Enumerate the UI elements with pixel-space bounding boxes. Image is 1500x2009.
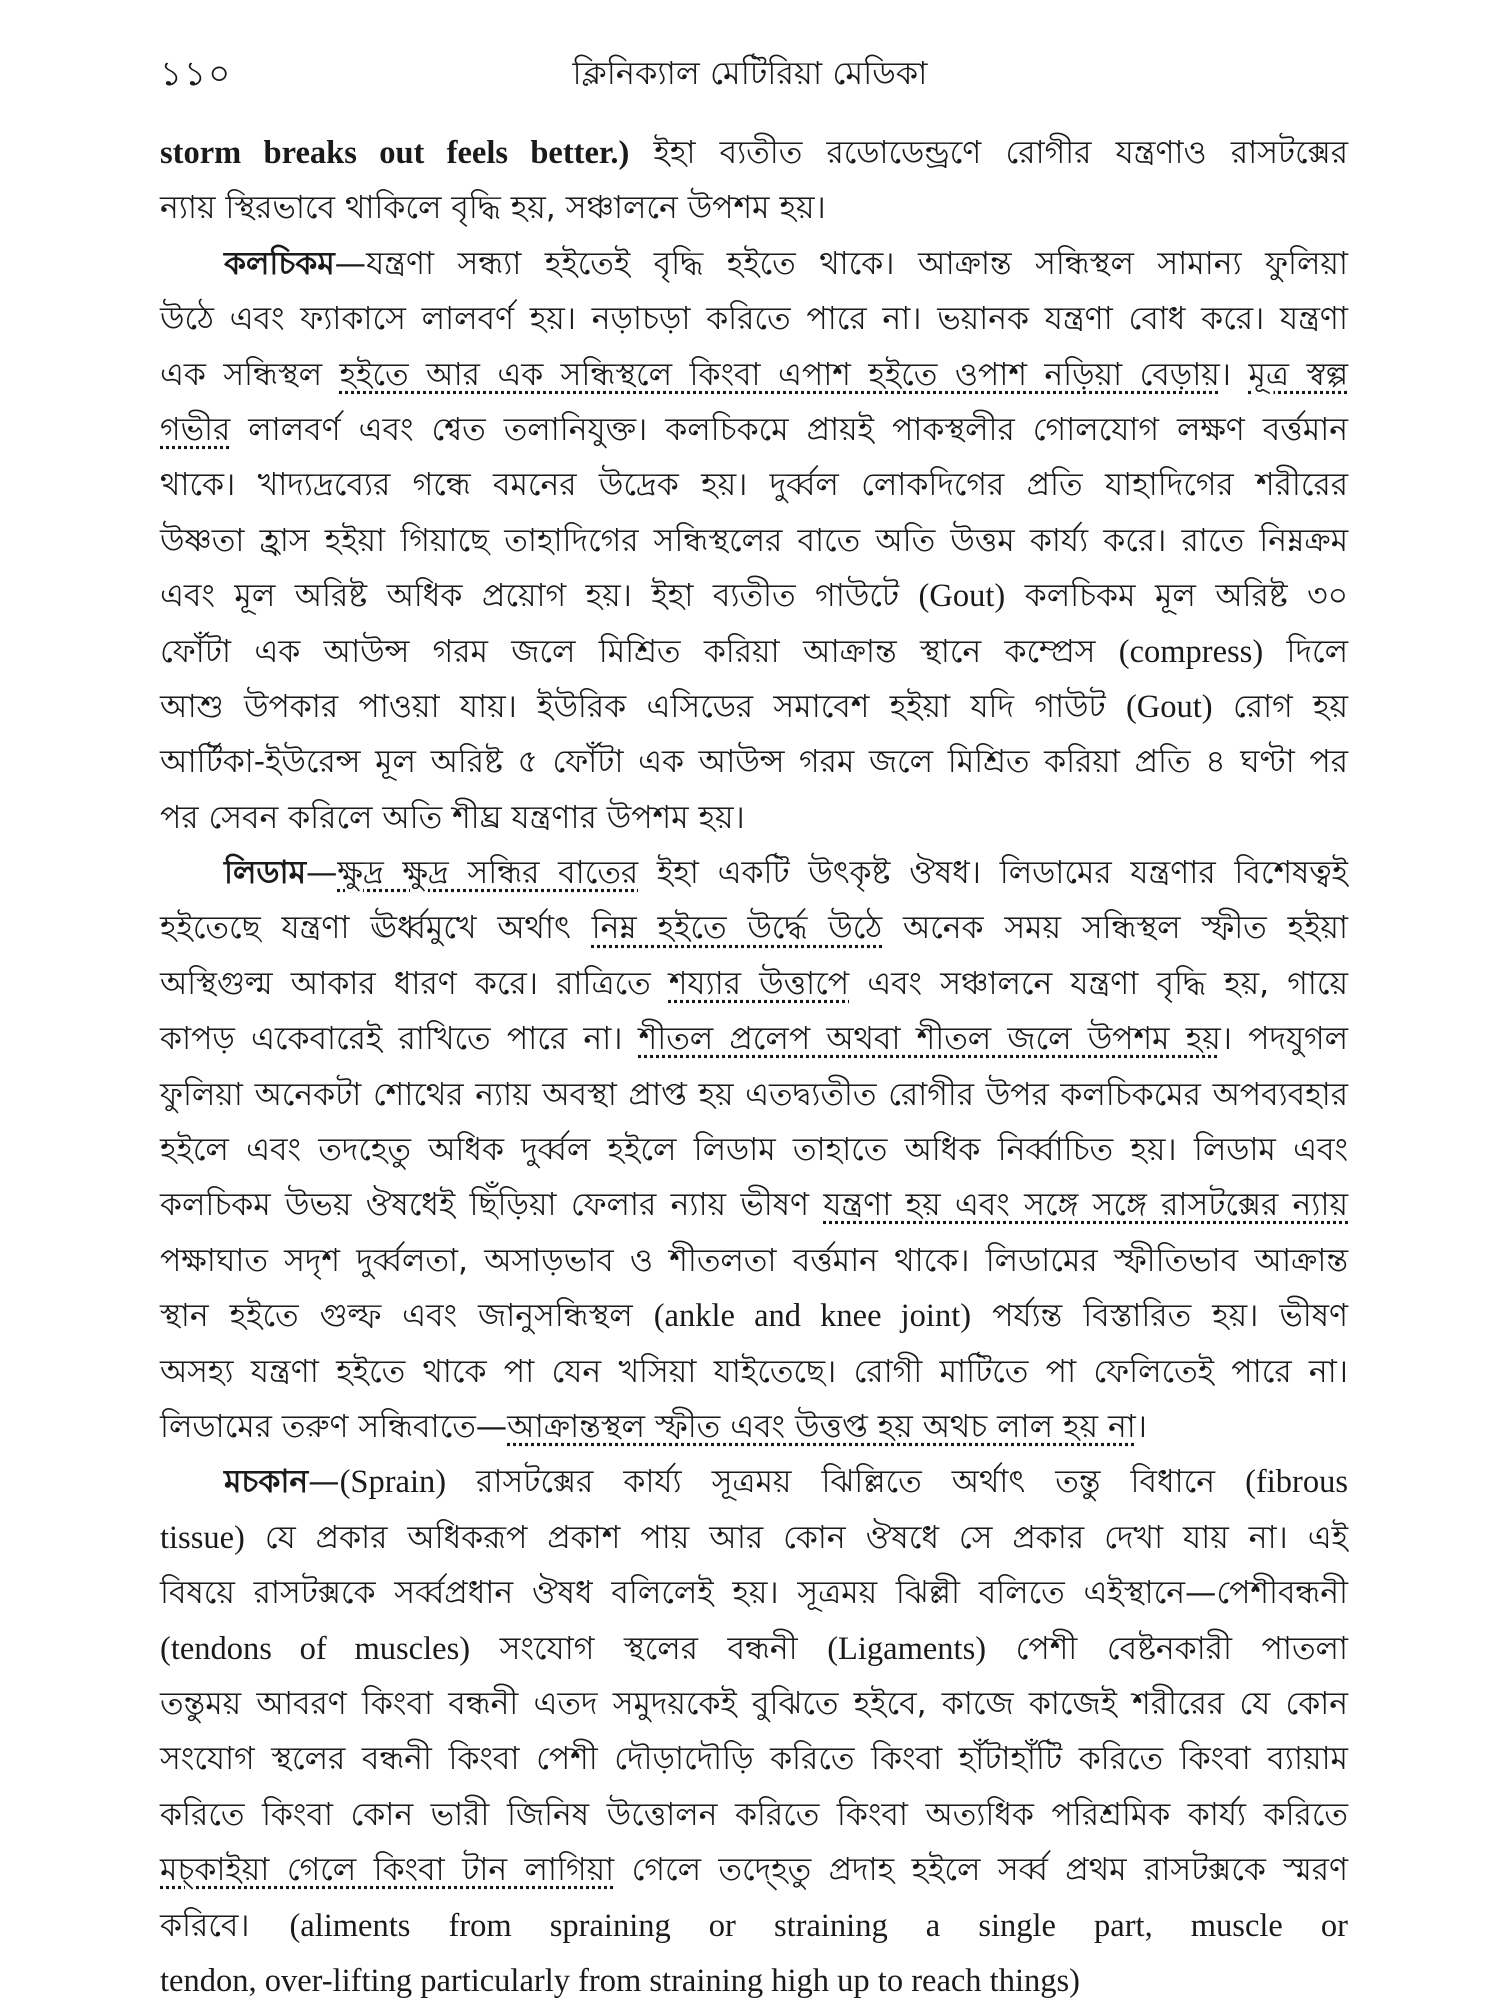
text-line (160, 1843, 1348, 1898)
text-run: — (306, 855, 338, 892)
remedy-heading: লিডাম (224, 855, 307, 892)
text-run: রাসটক্সের কার্য্য সূত্রময় ঝিল্লিতে অর্থাৎ তন্তু বিধানে (446, 1464, 1246, 1501)
text-run: পেশী বেষ্টনকারী পাতলা (986, 1630, 1348, 1667)
text-run: স্থান হইতে গুল্ফ এবং জানুসন্ধিস্থল (160, 1298, 654, 1335)
text-line (160, 569, 1348, 624)
text-run: রোগ হয় (1212, 688, 1348, 725)
text-run: গেলে তদ্হেতু প্রদাহ হইলে সর্ব্ব প্রথম রাসটক্সকে স্মরণ (614, 1852, 1348, 1889)
text-line (160, 1677, 1348, 1732)
text-run: পক্ষাঘাত সদৃশ দুর্ব্বলতা, অসাড়ভাব ও শীতলতা বর্ত্তমান থাকে। লিডামের স্ফীতিভাব আক্রান্ত (160, 1242, 1348, 1279)
text-run: লিডামের তরুণ সন্ধিবাতে— (160, 1408, 508, 1445)
text-line (160, 292, 1348, 347)
remedy-heading: storm breaks out feels better.) (160, 135, 630, 171)
text-run: থাকে। খাদ্যদ্রব্যের গন্ধে বমনের উদ্রেক হয়। দুর্ব্বল লোকদিগের প্রতি যাহাদিগের শরীরের (160, 467, 1348, 504)
text-run: tissue) (160, 1519, 245, 1556)
text-line (160, 1788, 1348, 1843)
text-run: লালবর্ণ এবং শ্বেত তলানিযুক্ত। কলচিকমে প্রায়ই পাকস্থলীর গোলযোগ লক্ষণ বর্ত্তমান (230, 411, 1348, 448)
text-line (160, 1234, 1348, 1289)
text-run: দিলে (1263, 633, 1348, 670)
page-number: ১১০ (160, 54, 233, 94)
text-run: — (308, 1464, 340, 1501)
text-run: (fibrous (1245, 1464, 1348, 1501)
text-run: এক সন্ধিস্থল (160, 356, 340, 393)
text-line (160, 625, 1348, 680)
text-line (160, 1123, 1348, 1178)
paragraph-colchicum-start (160, 237, 1348, 292)
text-run: আশু উপকার পাওয়া যায়। ইউরিক এসিডের সমাবেশ হইয়া যদি গাউট (160, 688, 1126, 725)
text-run: (tendons of muscles) (160, 1630, 471, 1667)
text-line (160, 1289, 1348, 1344)
underlined-phrase: গভীর (160, 411, 231, 448)
text-run: যে প্রকার অধিকরূপ প্রকাশ পায় আর কোন ঔষধে সে প্রকার দেখা যায় না। এই (244, 1519, 1348, 1556)
text-line (160, 1178, 1348, 1233)
text-run: । পদযুগল (1220, 1021, 1348, 1058)
text-run: tendon, over-lifting particularly from straining high up to reach things) (160, 1962, 1080, 1999)
text-run: কলচিকম মূল অরিষ্ট ৩০ (1005, 578, 1348, 615)
remedy-heading: কলচিকম (224, 245, 335, 282)
text-line (160, 1899, 1348, 1954)
text-run: (Ligaments) (827, 1630, 987, 1667)
text-line (160, 458, 1348, 513)
paragraph-sprain-start (160, 1455, 1348, 1510)
text-run: পর্য্যন্ত বিস্তারিত হয়। ভীষণ (971, 1298, 1348, 1335)
text-run: ফুলিয়া অনেকটা শোথের ন্যায় অবস্থা প্রাপ্ত হয় এতদ্ব্যতীত রোগীর উপর কলচিকমের অপব্যবহার (160, 1076, 1348, 1113)
underlined-phrase: হইতে আর এক সন্ধিস্থলে কিংবা এপাশ হইতে ওপাশ নড়িয়া বেড়ায় (339, 356, 1220, 393)
text-line (160, 1400, 1348, 1455)
remedy-heading: মচকান (224, 1464, 309, 1501)
text-line (160, 403, 1348, 458)
underlined-phrase: মূত্র স্বল্প (1248, 356, 1348, 393)
text-line (160, 1068, 1348, 1123)
underlined-phrase: যন্ত্রণা হয় এবং সঙ্গে সঙ্গে রাসটক্সের ন্যায় (823, 1187, 1348, 1224)
underlined-phrase: ক্ষুদ্র ক্ষুদ্র সন্ধির বাতের (337, 855, 639, 892)
text-run: (compress) (1118, 633, 1264, 670)
text-line (160, 1511, 1348, 1566)
text-line (160, 901, 1348, 956)
text-run: উঠে এবং ফ্যাকাসে লালবর্ণ হয়। নড়াচড়া করিতে পারে না। ভয়ানক যন্ত্রণা বোধ করে। যন্ত্রণা (160, 301, 1348, 338)
text-run: ফোঁটা এক আউন্স গরম জলে মিশ্রিত করিয়া আক্রান্ত স্থানে কম্প্রেস (160, 633, 1119, 670)
running-title: ক্লিনিক্যাল মেটিরিয়া মেডিকা (572, 54, 928, 92)
text-run: অনেক সময় সন্ধিস্থল স্ফীত হইয়া (882, 910, 1348, 947)
text-run: । (1219, 356, 1249, 393)
text-run: তন্তুময় আবরণ কিংবা বন্ধনী এতদ সমুদয়কেই বুঝিতে হইবে, কাজে কাজেই শরীরের যে কোন (160, 1685, 1348, 1722)
text-run: ইহা একটি উৎকৃষ্ট ঔষধ। লিডামের যন্ত্রণার বিশেষত্বই (638, 855, 1348, 892)
text-run: । (1135, 1408, 1148, 1445)
text-line (160, 1012, 1348, 1067)
text-run: সংযোগ স্থলের বন্ধনী কিংবা পেশী দৌড়াদৌড়ি করিতে কিংবা হাঁটাহাঁটি করিতে কিংবা ব্যায়াম (160, 1741, 1348, 1778)
text-line (160, 126, 1348, 181)
text-run: করিতে কিংবা কোন ভারী জিনিষ উত্তোলন করিতে কিংবা অত্যধিক পরিশ্রমিক কার্য্য করিতে (160, 1796, 1348, 1833)
text-line (160, 791, 1348, 846)
text-run: কলচিকম উভয় ঔষধেই ছিঁড়িয়া ফেলার ন্যায় ভীষণ (160, 1187, 824, 1224)
text-run: বিষয়ে রাসটক্সকে সর্ব্বপ্রধান ঔষধ বলিলেই হয়। সূত্রময় ঝিল্লী বলিতে এইস্থানে—পেশীবন্ধনী (160, 1575, 1348, 1612)
text-run: —যন্ত্রণা সন্ধ্যা হইতেই বৃদ্ধি হইতে থাকে। আক্রান্ত সন্ধিস্থল সামান্য ফুলিয়া (334, 245, 1348, 282)
text-line (160, 1732, 1348, 1787)
underlined-phrase: নিম্ন হইতে উর্দ্ধে উঠে (591, 910, 883, 947)
text-run: ইহা ব্যতীত রডোডেন্ড্রণে রোগীর যন্ত্রণাও রাসটক্সের (629, 135, 1348, 171)
running-header (160, 48, 1340, 98)
text-run: আর্টিকা-ইউরেন্স মূল অরিষ্ট ৫ ফোঁটা এক আউন্স গরম জলে মিশ্রিত করিয়া প্রতি ৪ ঘণ্টা পর (160, 744, 1348, 781)
text-line (160, 348, 1348, 403)
text-line (160, 1566, 1348, 1621)
text-run: (ankle and knee joint) (653, 1298, 972, 1335)
text-run: (aliments from spraining or straining a single part, muscle or (289, 1907, 1348, 1944)
text-run: (Gout) (1125, 688, 1213, 725)
text-run: এবং মূল অরিষ্ট অধিক প্রয়োগ হয়। ইহা ব্যতীত গাউটে (160, 578, 919, 615)
text-run: অসহ্য যন্ত্রণা হইতে থাকে পা যেন খসিয়া যাইতেছে। রোগী মাটিতে পা ফেলিতেই পারে না। (160, 1353, 1348, 1390)
text-run: উষ্ণতা হ্রাস হইয়া গিয়াছে তাহাদিগের সন্ধিস্থলের বাতে অতি উত্তম কার্য্য করে। রাতে নিম্নক্রম (160, 522, 1348, 559)
underlined-phrase: শয্যার উত্তাপে (668, 965, 850, 1002)
text-run: হইলে এবং তদহেতু অধিক দুর্ব্বল হইলে লিডাম তাহাতে অধিক নির্ব্বাচিত হয়। লিডাম এবং (160, 1132, 1348, 1169)
text-run: ন্যায় স্থিরভাবে থাকিলে বৃদ্ধি হয়, সঞ্চালনে উপশম হয়। (160, 190, 826, 227)
text-run: হইতেছে যন্ত্রণা ঊর্ধ্বমুখে অর্থাৎ (160, 910, 592, 947)
text-run: কাপড় একেবারেই রাখিতে পারে না। (160, 1021, 639, 1058)
text-line (160, 735, 1348, 790)
text-line (160, 1622, 1348, 1677)
text-line (160, 181, 1348, 236)
underlined-phrase: আক্রান্তস্থল স্ফীত এবং উত্তপ্ত হয় অথচ লাল হয় না (507, 1408, 1136, 1445)
body-text (160, 126, 1348, 2009)
text-line (160, 514, 1348, 569)
text-run: অস্থিগুল্ম আকার ধারণ করে। রাত্রিতে (160, 965, 669, 1002)
text-line (160, 957, 1348, 1012)
text-line (160, 680, 1348, 735)
text-run: সংযোগ স্থলের বন্ধনী (470, 1630, 828, 1667)
underlined-phrase: শীতল প্রলেপ অথবা শীতল জলে উপশম হয় (638, 1021, 1221, 1058)
text-line (160, 1345, 1348, 1400)
text-run: (Gout) (918, 578, 1006, 615)
text-run: এবং সঞ্চালনে যন্ত্রণা বৃদ্ধি হয়, গায়ে (849, 965, 1348, 1002)
text-run: করিবে। (160, 1907, 290, 1944)
underlined-phrase: মচ্কাইয়া গেলে কিংবা টান লাগিয়া (160, 1852, 615, 1889)
text-run: (Sprain) (339, 1464, 447, 1501)
text-line (160, 1954, 1348, 2009)
text-run: পর সেবন করিলে অতি শীঘ্র যন্ত্রণার উপশম হয়। (160, 799, 745, 836)
paragraph-ledum-start (160, 846, 1348, 901)
